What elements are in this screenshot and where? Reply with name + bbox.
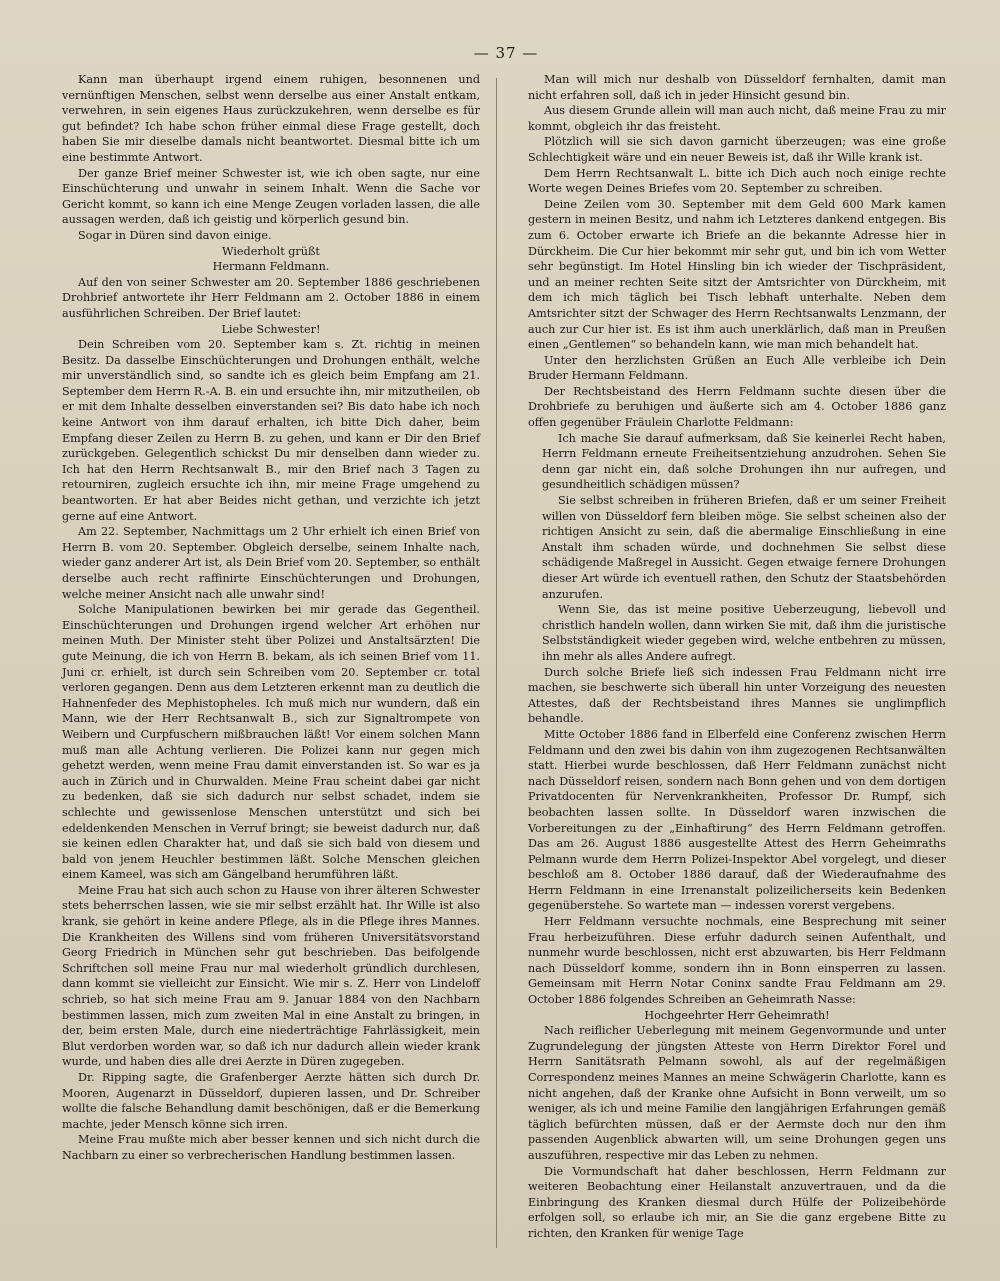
right-column-paragraph: Herr Feldmann versuchte nochmals, eine Besprechung mit seiner Frau herbeizuführen. Diese erfuhr dadurch seinen Aufenthalt, und nunmehr wurde beschlossen, nicht erst abzuwarten, bis Herr Feldmann nach Düsseldorf komme, sondern ihn in Bonn einsperren zu lassen. Gemeinsam mit Herrn Notar Coninx sandte Frau Feldmann am 29. October 1886 folgendes Schreiben an Geheimrath Nasse: <box>528 915 946 1007</box>
right-column-paragraph: Man will mich nur deshalb von Düsseldorf fernhalten, damit man nicht erfahren soll, daß ich in jeder Hinsicht gesund bin. <box>528 73 946 102</box>
right-column-paragraph: Der Rechtsbeistand des Herrn Feldmann suchte diesen über die Drohbriefe zu beruhigen und äußerte sich am 4. October 1886 ganz offen gegenüber Fräulein Charlotte Feldmann: <box>528 384 946 430</box>
left-column-paragraph: Hermann Feldmann. <box>212 260 330 274</box>
left-column-paragraph: Kann man überhaupt irgend einem ruhigen, besonnenen und vernünftigen Menschen, selbst wenn derselbe aus einer Anstalt entkam, verwehren, in sein eigenes Haus zurückzukehren, wenn derselbe es für gut befindet? Ich habe schon früher einmal diese Frage gestellt, doch haben Sie mir dieselbe damals nicht beantwortet. Diesmal bitte ich um eine bestimmte Antwort. <box>62 73 480 164</box>
right-column <box>528 72 946 1242</box>
left-column-paragraph: Dr. Ripping sagte, die Grafenberger Aerzte hätten sich durch Dr. Mooren, Augenarzt in Düsseldorf, dupieren lassen, und Dr. Schreiber wollte die falsche Behandlung damit beschönigen, daß er die Bemerkung machte, jeder Mensch könne sich irren. <box>62 1071 480 1131</box>
right-column-paragraph: Die Vormundschaft hat daher beschlossen, Herrn Feldmann zur weiteren Beobachtung einer Heilanstalt anzuvertrauen, und da die Einbringung des Kranken diesmal durch Hülfe der Polizeibehörde erfolgen soll, so erlaube ich mir, an Sie die ganz ergebene Bitte zu richten, den Kranken für wenige Tage <box>528 1164 946 1240</box>
left-column <box>62 72 480 1164</box>
page-number: — 37 — <box>473 44 539 62</box>
right-column-paragraph: Dem Herrn Rechtsanwalt L. bitte ich Dich auch noch einige rechte Worte wegen Deines Briefes vom 20. September zu schreiben. <box>528 166 946 196</box>
left-column-paragraph: Wiederholt grüßt <box>222 244 320 258</box>
right-column-paragraph: Mitte October 1886 fand in Elberfeld eine Conferenz zwischen Herrn Feldmann und den zwei bis dahin von ihm zugezogenen Rechtsanwälten statt. Hierbei wurde beschlossen, daß Herr Feldmann zunächst nicht nach Düsseldorf reisen, sondern nach Bonn gehen und von dem dortigen Privatdocenten für Nervenkrankheiten, Professor Dr. Rumpf, sich beobachten lassen sollte. In Düsseldorf waren inzwischen die Vorbereitungen zu der „Einhaftirung“ des Herrn Feldmann getroffen. Das am 26. August 1886 ausgestellte Attest des Herrn Geheimraths Pelmann wurde dem Herrn Polizei-Inspektor Abel vorgelegt, und dieser beschloß am 8. October 1886 darauf, daß der Wiederaufnahme des Herrn Feldmann in eine Irrenanstalt polizeilicherseits kein Bedenken gegenüberstehe. So wartete man — indessen vorerst vergebens. <box>528 727 946 913</box>
left-column-paragraph: Der ganze Brief meiner Schwester ist, wie ich oben sagte, nur eine Einschüchterung und unwahr in seinem Inhalt. Wenn die Sache vor Gericht kommt, so kann ich eine Menge Zeugen vorladen lassen, die alle aussagen werden, daß ich geistig und körperlich gesund bin. <box>62 166 480 227</box>
left-column-paragraph: Sogar in Düren sind davon einige. <box>78 228 272 242</box>
right-column-paragraph: Unter den herzlichsten Grüßen an Euch Alle verbleibe ich Dein Bruder Hermann Feldmann. <box>528 353 946 383</box>
left-column-paragraph: Liebe Schwester! <box>221 322 321 336</box>
right-column-paragraph: Aus diesem Grunde allein will man auch nicht, daß meine Frau zu mir kommt, obgleich ihr das freisteht. <box>528 104 946 133</box>
left-column-paragraph: Am 22. September, Nachmittags um 2 Uhr erhielt ich einen Brief von Herrn B. vom 20. September. Obgleich derselbe, seinem Inhalte nach, wieder ganz anderer Art ist, als Dein Brief vom 20. September, so enthält derselbe auch recht raffinirte Einschüchterungen und Drohungen, welche meiner Ansicht nach alle unwahr sind! <box>62 525 480 601</box>
right-column-paragraph: Sie selbst schreiben in früheren Briefen, daß er um seiner Freiheit willen von Düsseldorf fern bleiben möge. Sie selbst scheinen also der richtigen Ansicht zu sein, daß die abermalige Einschließung in eine Anstalt ihm schaden würde, und dochnehmen Sie selbst diese schädigende Maßregel in Aussicht. Gegen etwaige fernere Drohungen dieser Art würde ich eventuell rathen, den Schutz der Staatsbehörden anzurufen. <box>542 494 946 601</box>
right-column-paragraph: Nach reiflicher Ueberlegung mit meinem Gegenvormunde und unter Zugrundelegung der jüngsten Atteste von Herrn Direktor Forel und Herrn Sanitätsrath Pelmann sowohl, als auf der regelmäßigen Correspondenz meines Mannes an meine Schwägerin Charlotte, kann es nicht angehen, daß der Kranke ohne Aufsicht in Bonn verweilt, um so weniger, als ich und meine Familie den langjährigen Erfahrungen gemäß täglich befürchten müssen, daß er der Aermste doch nur den ihm passenden Augenblick abwarten will, um seine Drohungen gegen uns auszuführen, respective mir das Leben zu nehmen. <box>528 1024 946 1162</box>
left-column-paragraph: Auf den von seiner Schwester am 20. September 1886 geschriebenen Drohbrief antwortete ihr Herr Feldmann am 2. October 1886 in einem ausführlichen Schreiben. Der Brief lautet: <box>62 275 480 320</box>
column-divider <box>496 78 497 1248</box>
left-column-paragraph: Meine Frau hat sich auch schon zu Hause von ihrer älteren Schwester stets beherrschen lassen, wie sie mir selbst erzählt hat. Ihr Wille ist also krank, sie gehört in keine andere Pflege, als in die Pflege ihres Mannes. Die Krankheiten des Willens sind vom früheren Universitätsvorstand Georg Friedrich in München sehr gut beschrieben. Das beifolgende Schriftchen soll meine Frau nur mal wiederholt gründlich durchlesen, dann kommt sie vielleicht zur Einsicht. Wie mir s. Z. Herr von Lindeloff schrieb, so hat sich meine Frau am 9. Januar 1884 von den Nachbarn bestimmen lassen, mich zum zweiten Mal in eine Anstalt zu bringen, in der, beim ersten Male, durch eine niederträchtige Fahrlässigkeit, mein Blut verdorben worden war, so daß ich nur dadurch allein wieder krank wurde, und haben dies alle drei Aerzte in Düren zugegeben. <box>62 883 480 1069</box>
right-column-paragraph: Wenn Sie, das ist meine positive Ueberzeugung, liebevoll und christlich handeln wollen, dann wirken Sie mit, daß ihm die juristische Selbstständigkeit wieder gegeben wird, welche entbehren zu müssen, ihn mehr als alles Andere aufregt. <box>542 603 946 663</box>
left-column-paragraph: Meine Frau mußte mich aber besser kennen und sich nicht durch die Nachbarn zu einer so verbrecherischen Handlung bestimmen lassen. <box>62 1133 480 1162</box>
right-column-paragraph: Plötzlich will sie sich davon garnicht überzeugen; was eine große Schlechtigkeit wäre und ein neuer Beweis ist, daß ihr Wille krank ist. <box>528 135 946 164</box>
right-column-paragraph: Ich mache Sie darauf aufmerksam, daß Sie keinerlei Recht haben, Herrn Feldmann erneute Freiheitsentziehung anzudrohen. Sehen Sie denn gar nicht ein, daß solche Drohungen ihn nur aufregen, und gesundheitlich schädigen müssen? <box>542 431 946 492</box>
right-column-paragraph: Deine Zeilen vom 30. September mit dem Geld 600 Mark kamen gestern in meinen Besitz, und nahm ich Letzteres dankend entgegen. Bis zum 6. October erwarte ich Briefe an die bekannte Adresse hier in Dürckheim. Die Cur hier bekommt mir sehr gut, und bin ich vom Wetter sehr begünstigt. Im Hotel Hinsling bin ich wieder der Tischpräsident, und an meiner rechten Seite sitzt der Amtsrichter von Dürckheim, mit dem ich mich täglich bei Tisch lebhaft unterhalte. Neben dem Amtsrichter sitzt der Schwager des Herrn Rechtsanwalts Lenzmann, der auch zur Cur hier ist. Es ist ihm auch unerklärlich, daß man in Preußen einen „Gentlemen“ so behandeln kann, wie man mich behandelt hat. <box>528 197 946 352</box>
right-column-paragraph: Hochgeehrter Herr Geheimrath! <box>644 1008 830 1022</box>
left-column-paragraph: Dein Schreiben vom 20. September kam s. Zt. richtig in meinen Besitz. Da dasselbe Einschüchterungen und Drohungen enthält, welche mir unverständlich sind, so sandte ich es gleich beim Empfang am 21. September dem Herrn R.-A. B. ein und ersuchte ihn, mir mitzutheilen, ob er mit dem Inhalte desselben einverstanden sei? Bis dato habe ich noch keine Antwort von ihm darauf erhalten, ich bitte Dich daher, beim Empfang dieser Zeilen zu Herrn B. zu gehen, und kann er Dir den Brief zurückgeben. Gelegentlich schickst Du mir denselben dann wieder zu. Ich hat den Herrn Rechtsanwalt B., mir den Brief nach 3 Tagen zu retourniren, zugleich ersuchte ich ihn, mir meine Frage umgehend zu beantworten. Er hat aber Beides nicht gethan, und verzichte ich jetzt gerne auf eine Antwort. <box>62 338 480 523</box>
left-column-paragraph: Solche Manipulationen bewirken bei mir gerade das Gegentheil. Einschüchterungen und Drohungen irgend welcher Art erhöhen nur meinen Muth. Der Minister steht über Polizei und Anstaltsärzten! Die gute Meinung, die ich von Herrn B. bekam, als ich seinen Brief vom 11. Juni cr. erhielt, ist durch sein Schreiben vom 20. September cr. total verloren gegangen. Denn aus dem Letzteren erkennt man zu deutlich die Hahnenfeder des Mephistopheles. Ich muß mich nur wundern, daß ein Mann, wie der Herr Rechtsanwalt B., sich zur Signaltrompete von Weibern und Curpfuschern mißbrauchen läßt! Vor einem solchen Mann muß man alle Achtung verlieren. Die Polizei kann nur gegen mich gehetzt werden, wenn meine Frau damit einverstanden ist. So war es ja auch in Zürich und in Churwalden. Meine Frau scheint dabei gar nicht zu bedenken, daß sie sich dadurch nur selbst schadet, indem sie schlechte und gewissenlose Menschen unterstützt und sich bei edeldenkenden Menschen in Verruf bringt; sie beweist dadurch nur, daß sie keinen edlen Charakter hat, und daß sie sich bald von diesem und bald von jenem Heuchler bestimmen läßt. Solche Menschen gleichen einem Kameel, was sich am Gängelband herumführen läßt. <box>62 603 480 882</box>
right-column-paragraph: Durch solche Briefe ließ sich indessen Frau Feldmann nicht irre machen, sie beschwerte sich überall hin unter Vorzeigung des neuesten Attestes, daß der Rechtsbeistand ihres Mannes sie unglimpflich behandle. <box>528 665 946 726</box>
